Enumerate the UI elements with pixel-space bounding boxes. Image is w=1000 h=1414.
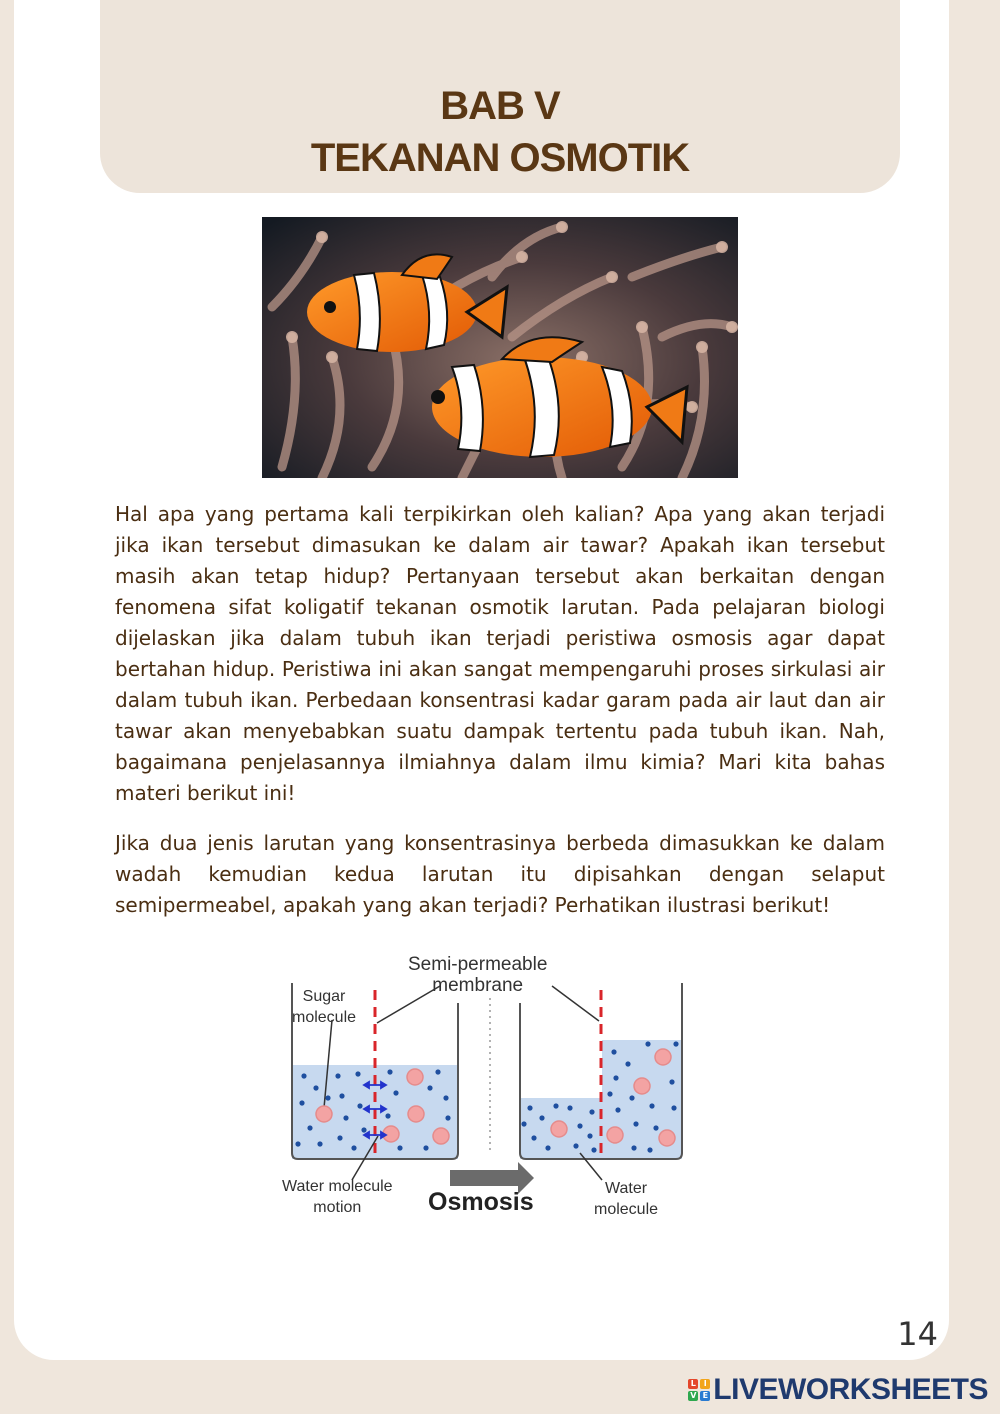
page-title (100, 80, 900, 184)
clownfish-photo (262, 217, 738, 478)
sugar-molecule (655, 1049, 671, 1065)
sugar-molecule (607, 1127, 623, 1143)
liveworksheets-logo[interactable] (688, 1373, 988, 1407)
sugar-molecule (659, 1130, 675, 1146)
osmosis-label: Osmosis (428, 1188, 534, 1216)
clownfish-image (262, 217, 738, 478)
question-paragraph: Jika dua jenis larutan yang konsentrasinya berbeda dimasukkan ke dalam wadah kemudian kedua larutan itu dipisahkan dengan selaput semipermeabel, apakah yang akan terjadi? Perhatikan ilustrasi berikut! (115, 831, 885, 917)
liveworksheets-brand: LIVEWORKSHEETS (713, 1373, 988, 1406)
sugar-molecule-label: Sugar molecule (292, 988, 357, 1026)
chapter-label: BAB V (440, 84, 560, 128)
sugar-molecule (551, 1121, 567, 1137)
intro-paragraph: Hal apa yang pertama kali terpikirkan oleh kalian? Apa yang akan terjadi jika ikan tersebut dimasukan ke dalam air tawar? Apakah ikan tersebut masih akan tetap hidup? Pertanyaan tersebut akan berkaitan dengan fenomena sifat koligatif tekanan osmotik larutan. Pada pelajaran biologi dijelaskan jika dalam tubuh ikan terjadi peristiwa osmosis agar dapat bertahan hidup. Peristiwa ini akan sangat mempengaruhi proses sirkulasi air dalam tubuh ikan. Perbedaan konsentrasi kadar garam pada air laut dan air tawar akan menyebabkan suatu dampak tertentu pada tubuh ikan. Nah, bagaimana penjelasannya ilmiahnya dalam ilmu kimia? Mari kita bahas materi berikut ini! (115, 502, 885, 805)
water-molecule-label: Water molecule (594, 1180, 659, 1218)
membrane-label: Semi-permeable membrane (408, 954, 548, 996)
water-motion-label: Water molecule motion (282, 1178, 393, 1216)
sugar-molecule (407, 1069, 423, 1085)
sugar-molecule (316, 1106, 332, 1122)
chapter-title: TEKANAN OSMOTIK (310, 136, 690, 180)
page-number: 14 (897, 1315, 938, 1353)
membrane-pointer-right (552, 986, 599, 1021)
liveworksheets-icon: L I V E (688, 1379, 710, 1401)
sugar-molecule (433, 1128, 449, 1144)
osmosis-diagram (280, 948, 700, 1228)
sugar-molecule (634, 1078, 650, 1094)
sugar-molecule (408, 1106, 424, 1122)
